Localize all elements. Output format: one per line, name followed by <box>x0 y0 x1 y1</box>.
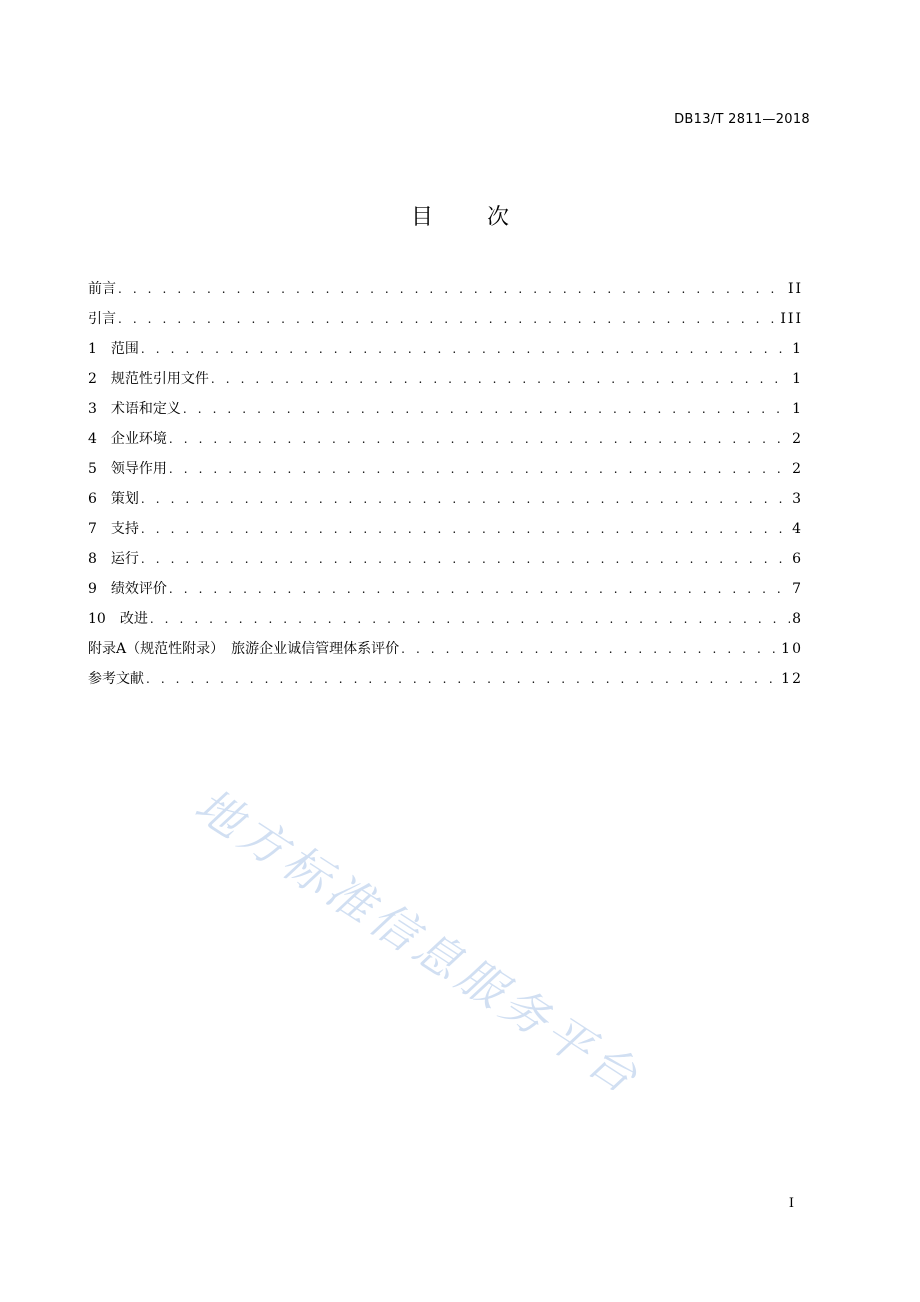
toc-entry-label: 企业环境 <box>110 431 167 447</box>
toc-entry-page: 8 <box>792 611 803 627</box>
toc-entry-label: 参考文献 <box>88 671 144 687</box>
watermark-text: 地方标准信息服务平台 <box>185 777 652 1107</box>
toc-entry-number: 4 <box>88 431 97 447</box>
toc-entry-label: 运行 <box>110 551 139 567</box>
toc-entry-number: 5 <box>88 461 97 477</box>
toc-entry-page: 6 <box>792 551 803 567</box>
toc-dot-leader <box>118 278 786 300</box>
toc-entry-label: 术语和定义 <box>110 401 181 417</box>
standard-code: DB13/T 2811—2018 <box>674 112 810 127</box>
toc-entry-page: 10 <box>781 641 803 657</box>
toc-entry[interactable] <box>88 488 803 518</box>
toc-entry[interactable] <box>88 668 803 698</box>
toc-entry[interactable] <box>88 368 803 398</box>
toc-entry-page: II <box>787 281 803 297</box>
toc-dot-leader <box>183 398 790 420</box>
toc-entry-page: 1 <box>792 371 803 387</box>
toc-entry-number: 9 <box>88 581 97 597</box>
toc-entry-label: 支持 <box>110 521 139 537</box>
toc-entry[interactable] <box>88 548 803 578</box>
toc-entry-page: III <box>780 311 803 327</box>
toc-dot-leader <box>146 668 779 690</box>
toc-entry-number: 2 <box>88 371 97 387</box>
toc-entry-label: 领导作用 <box>110 461 167 477</box>
toc-dot-leader <box>118 308 778 330</box>
toc-entry-number: 3 <box>88 401 97 417</box>
toc-entry[interactable] <box>88 398 803 428</box>
toc-title: 目次 <box>410 205 563 230</box>
toc-entry-label: 绩效评价 <box>110 581 167 597</box>
toc-dot-leader <box>401 638 779 660</box>
toc-entry-label: 引言 <box>88 311 116 327</box>
toc-entry[interactable] <box>88 428 803 458</box>
toc-dot-leader <box>141 548 790 570</box>
toc-entry-label: 前言 <box>88 281 116 297</box>
toc-entry-page: 3 <box>792 491 803 507</box>
page-number: I <box>788 1196 794 1211</box>
toc-entry-page: 12 <box>781 671 803 687</box>
toc-entry-label: 附录A（规范性附录） 旅游企业诚信管理体系评价 <box>88 641 400 657</box>
toc-entry-page: 2 <box>792 431 803 447</box>
toc-entry-label: 规范性引用文件 <box>110 371 209 387</box>
toc-entry-page: 1 <box>792 401 803 417</box>
toc-entry-label: 范围 <box>110 341 139 357</box>
toc-dot-leader <box>211 368 790 390</box>
toc-entry[interactable] <box>88 458 803 488</box>
toc-entry[interactable] <box>88 638 803 668</box>
toc-entry-number: 10 <box>88 611 106 627</box>
toc-entry-number: 7 <box>88 521 97 537</box>
toc-entry-number: 1 <box>88 341 97 357</box>
toc-entry[interactable] <box>88 518 803 548</box>
table-of-contents <box>88 278 803 698</box>
toc-dot-leader <box>150 608 790 630</box>
toc-entry[interactable] <box>88 308 803 338</box>
toc-dot-leader <box>169 428 790 450</box>
toc-entry-label: 改进 <box>119 611 148 627</box>
toc-entry[interactable] <box>88 278 803 308</box>
toc-entry-page: 2 <box>792 461 803 477</box>
toc-dot-leader <box>169 458 790 480</box>
toc-entry-page: 4 <box>792 521 803 537</box>
toc-entry-label: 策划 <box>110 491 139 507</box>
toc-dot-leader <box>141 488 790 510</box>
toc-dot-leader <box>141 338 790 360</box>
toc-entry[interactable] <box>88 338 803 368</box>
toc-entry[interactable] <box>88 608 803 638</box>
toc-dot-leader <box>141 518 790 540</box>
toc-entry-page: 1 <box>792 341 803 357</box>
toc-dot-leader <box>169 578 790 600</box>
toc-entry-page: 7 <box>792 581 803 597</box>
toc-entry-number: 8 <box>88 551 97 567</box>
toc-entry[interactable] <box>88 578 803 608</box>
toc-entry-number: 6 <box>88 491 97 507</box>
